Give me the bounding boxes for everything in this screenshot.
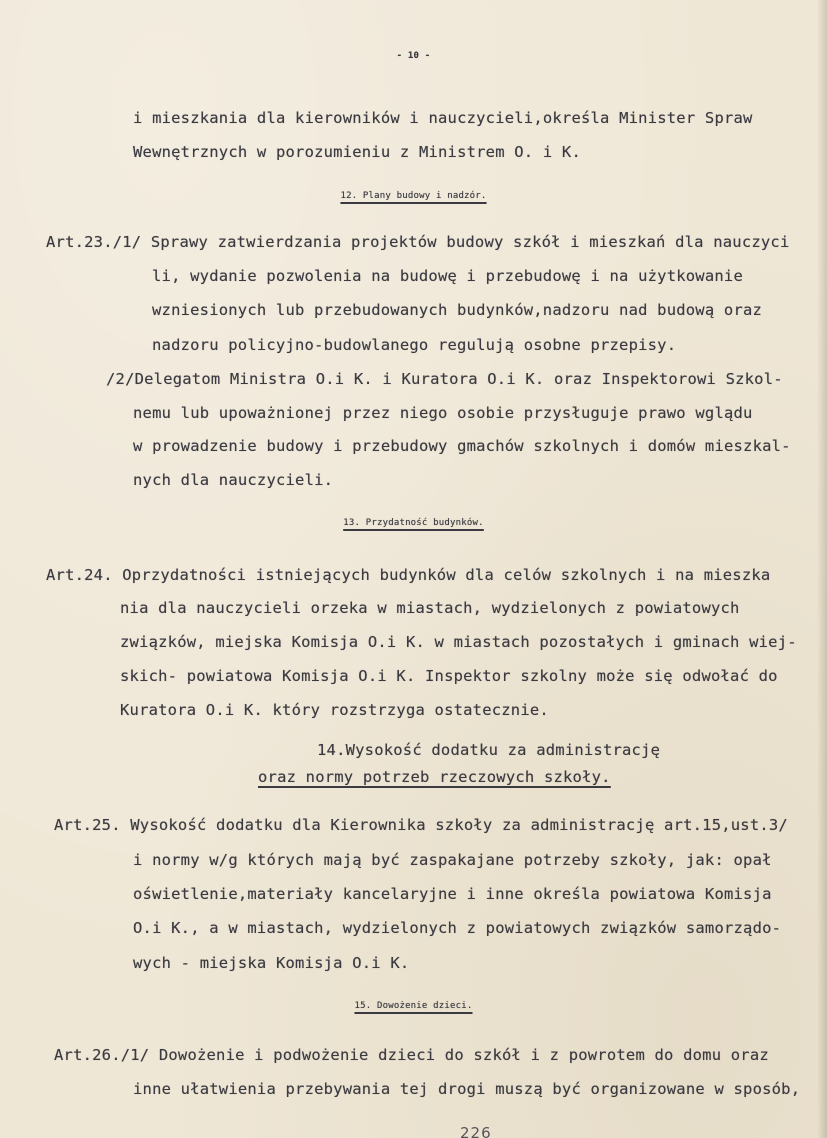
section-12-heading: 12. Plany budowy i nadzór. xyxy=(340,191,487,201)
art-24-line-2: nia dla nauczycieli orzeka w miastach, wydzielonych z powiatowych xyxy=(120,599,740,617)
art-25-line-2: i normy w/g których mają być zaspakajane potrzeby szkoły, jak: opał xyxy=(133,851,772,869)
page-number: - 10 - xyxy=(396,51,431,61)
art-23-line-1: Art.23./1/ Sprawy zatwierdzania projektów budowy szkół i mieszkań dla nauczyci xyxy=(46,233,790,251)
art-24-line-4: skich- powiatowa Komisja O.i K. Inspektor szkolny może się odwołać do xyxy=(120,667,778,685)
art-23-line-4: nadzoru policyjno-budowlanego regulują osobne przepisy. xyxy=(152,336,677,354)
art-23-2-line-4: nych dla nauczycieli. xyxy=(133,471,334,489)
art-24-line-3: związków, miejska Komisja O.i K. w miastach pozostałych i gminach wiej- xyxy=(120,633,797,651)
art-23-line-3: wzniesionych lub przebudowanych budynków,nadzoru nad budową oraz xyxy=(152,301,763,319)
art-25-line-3: oświetlenie,materiały kancelaryjne i inne określa powiatowa Komisja xyxy=(133,885,772,903)
intro-line-2: Wewnętrznych w porozumieniu z Ministrem O. i K. xyxy=(133,143,581,161)
section-14-heading-line-2: oraz normy potrzeb rzeczowych szkoły. xyxy=(258,768,611,786)
art-24-line-1: Art.24. Oprzydatności istniejących budynków dla celów szkolnych i na mieszka xyxy=(46,566,771,584)
art-23-2-line-1: /2/Delegatom Ministra O.i K. i Kuratora O.i K. oraz Inspektorowi Szkol- xyxy=(106,370,783,388)
art-23-line-2: li, wydanie pozwolenia na budowę i przebudowę i na użytkowanie xyxy=(152,267,743,285)
section-13-heading: 13. Przydatność budynków. xyxy=(343,518,484,528)
art-25-line-4: O.i K., a w miastach, wydzielonych z powiatowych związków samorządo- xyxy=(133,919,782,937)
art-26-line-2: inne ułatwienia przebywania tej drogi muszą być organizowane w sposób, xyxy=(133,1080,801,1098)
section-14-heading-line-1: 14.Wysokość dodatku za administrację xyxy=(317,741,661,759)
art-26-line-1: Art.26./1/ Dowożenie i podwożenie dzieci do szkół i z powrotem do domu oraz xyxy=(54,1046,769,1064)
art-25-line-5: wych - miejska Komisja O.i K. xyxy=(133,954,410,972)
section-15-heading: 15. Dowożenie dzieci. xyxy=(354,1001,473,1011)
art-25-line-1: Art.25. Wysokość dodatku dla Kierownika szkoły za administrację art.15,ust.3/ xyxy=(54,816,788,834)
art-24-line-5: Kuratora O.i K. który rozstrzyga ostatecznie. xyxy=(120,701,549,719)
art-23-2-line-3: w prowadzenie budowy i przebudowy gmachów szkolnych i domów mieszkal- xyxy=(133,437,791,455)
intro-line-1: i mieszkania dla kierowników i nauczycieli,określa Minister Spraw xyxy=(133,109,753,127)
archive-page-number: 226 xyxy=(460,1124,492,1138)
page-edge-shadow xyxy=(817,0,827,1138)
art-23-2-line-2: nemu lub upoważnionej przez niego osobie przysługuje prawo wglądu xyxy=(133,404,753,422)
